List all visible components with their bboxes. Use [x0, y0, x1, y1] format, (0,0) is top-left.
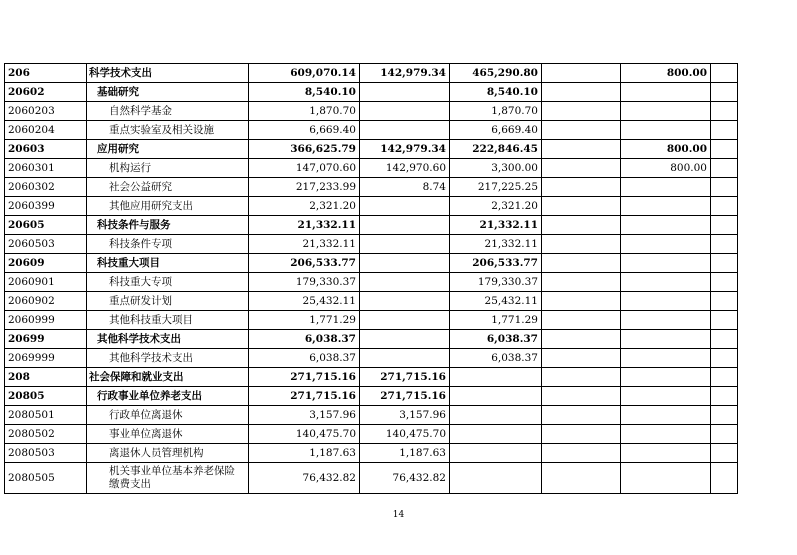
amount-cell: [711, 444, 738, 463]
amount-cell: [621, 368, 711, 387]
amount-cell: [711, 387, 738, 406]
amount-cell: [711, 140, 738, 159]
table-row: [5, 197, 738, 216]
subject-code-cell: 2060301: [5, 159, 87, 178]
amount-cell: [360, 102, 450, 121]
amount-cell: [542, 64, 621, 83]
amount-cell: [542, 83, 621, 102]
amount-cell: [621, 349, 711, 368]
table-row: [5, 330, 738, 349]
subject-code-cell: 208: [5, 368, 87, 387]
subject-code-cell: 2060302: [5, 178, 87, 197]
subject-code-cell: 20603: [5, 140, 87, 159]
amount-cell: [542, 273, 621, 292]
amount-cell: [542, 425, 621, 444]
amount-cell: [360, 292, 450, 311]
amount-cell: 271,715.16: [249, 387, 360, 406]
subject-code-cell: 206: [5, 64, 87, 83]
amount-cell: [542, 216, 621, 235]
amount-cell: 142,979.34: [360, 140, 450, 159]
amount-cell: 21,332.11: [249, 216, 360, 235]
subject-code-cell: 2080502: [5, 425, 87, 444]
table-row: [5, 216, 738, 235]
amount-cell: [711, 159, 738, 178]
amount-cell: [542, 178, 621, 197]
amount-cell: [711, 83, 738, 102]
table-row: [5, 121, 738, 140]
amount-cell: [360, 121, 450, 140]
amount-cell: [711, 311, 738, 330]
amount-cell: [711, 273, 738, 292]
amount-cell: [621, 387, 711, 406]
amount-cell: [621, 216, 711, 235]
amount-cell: 8,540.10: [450, 83, 542, 102]
amount-cell: 8,540.10: [249, 83, 360, 102]
amount-cell: 76,432.82: [360, 463, 450, 494]
table-row: [5, 254, 738, 273]
subject-code-cell: 2080503: [5, 444, 87, 463]
amount-cell: [542, 387, 621, 406]
amount-cell: 222,846.45: [450, 140, 542, 159]
amount-cell: [360, 349, 450, 368]
amount-cell: [621, 292, 711, 311]
amount-cell: [542, 254, 621, 273]
amount-cell: 21,332.11: [249, 235, 360, 254]
amount-cell: [621, 102, 711, 121]
table-row: [5, 406, 738, 425]
amount-cell: 25,432.11: [249, 292, 360, 311]
subject-name-cell: 机关事业单位基本养老保险缴费支出: [87, 463, 249, 494]
subject-code-cell: 2060399: [5, 197, 87, 216]
amount-cell: 206,533.77: [249, 254, 360, 273]
amount-cell: [542, 140, 621, 159]
amount-cell: [450, 444, 542, 463]
subject-name-cell: 重点研发计划: [87, 292, 249, 311]
amount-cell: [711, 178, 738, 197]
table-row: [5, 235, 738, 254]
amount-cell: 3,300.00: [450, 159, 542, 178]
amount-cell: [711, 121, 738, 140]
amount-cell: [542, 330, 621, 349]
amount-cell: [621, 83, 711, 102]
subject-name-cell: 社会保障和就业支出: [87, 368, 249, 387]
subject-name-cell: 应用研究: [87, 140, 249, 159]
amount-cell: [360, 311, 450, 330]
amount-cell: 3,157.96: [249, 406, 360, 425]
amount-cell: [542, 368, 621, 387]
amount-cell: 3,157.96: [360, 406, 450, 425]
amount-cell: 609,070.14: [249, 64, 360, 83]
table-row: [5, 178, 738, 197]
amount-cell: 1,771.29: [450, 311, 542, 330]
amount-cell: 21,332.11: [450, 235, 542, 254]
subject-code-cell: 2060503: [5, 235, 87, 254]
subject-name-cell: 科学技术支出: [87, 64, 249, 83]
amount-cell: [542, 197, 621, 216]
amount-cell: [621, 330, 711, 349]
amount-cell: 6,038.37: [249, 349, 360, 368]
amount-cell: 21,332.11: [450, 216, 542, 235]
amount-cell: [711, 406, 738, 425]
amount-cell: 2,321.20: [450, 197, 542, 216]
amount-cell: 6,669.40: [450, 121, 542, 140]
amount-cell: 6,669.40: [249, 121, 360, 140]
amount-cell: [360, 273, 450, 292]
table-row: [5, 273, 738, 292]
amount-cell: [450, 463, 542, 494]
amount-cell: 142,970.60: [360, 159, 450, 178]
subject-name-cell: 科技条件专项: [87, 235, 249, 254]
subject-name-cell: 科技重大专项: [87, 273, 249, 292]
amount-cell: 800.00: [621, 140, 711, 159]
amount-cell: 1,771.29: [249, 311, 360, 330]
amount-cell: [621, 444, 711, 463]
amount-cell: 25,432.11: [450, 292, 542, 311]
amount-cell: [711, 425, 738, 444]
amount-cell: [360, 216, 450, 235]
amount-cell: 8.74: [360, 178, 450, 197]
subject-name-cell: 社会公益研究: [87, 178, 249, 197]
amount-cell: 217,233.99: [249, 178, 360, 197]
amount-cell: [711, 349, 738, 368]
amount-cell: [542, 349, 621, 368]
amount-cell: [360, 197, 450, 216]
amount-cell: 271,715.16: [360, 387, 450, 406]
amount-cell: [621, 178, 711, 197]
amount-cell: [711, 368, 738, 387]
amount-cell: 76,432.82: [249, 463, 360, 494]
amount-cell: 1,187.63: [360, 444, 450, 463]
page-number: 14: [392, 510, 405, 520]
subject-name-cell: 重点实验室及相关设施: [87, 121, 249, 140]
amount-cell: [360, 235, 450, 254]
amount-cell: 6,038.37: [249, 330, 360, 349]
amount-cell: [542, 159, 621, 178]
amount-cell: 206,533.77: [450, 254, 542, 273]
amount-cell: 179,330.37: [450, 273, 542, 292]
subject-name-cell: 自然科学基金: [87, 102, 249, 121]
amount-cell: 6,038.37: [450, 349, 542, 368]
table-row: [5, 64, 738, 83]
amount-cell: 800.00: [621, 159, 711, 178]
amount-cell: 271,715.16: [360, 368, 450, 387]
table-row: [5, 463, 738, 494]
table-row: [5, 368, 738, 387]
amount-cell: 271,715.16: [249, 368, 360, 387]
subject-name-cell: 其他应用研究支出: [87, 197, 249, 216]
amount-cell: [621, 121, 711, 140]
table-row: [5, 387, 738, 406]
amount-cell: [542, 444, 621, 463]
subject-name-cell: 基础研究: [87, 83, 249, 102]
amount-cell: [711, 197, 738, 216]
subject-code-cell: 2060901: [5, 273, 87, 292]
amount-cell: 6,038.37: [450, 330, 542, 349]
amount-cell: [711, 64, 738, 83]
subject-code-cell: 2060203: [5, 102, 87, 121]
amount-cell: 1,870.70: [450, 102, 542, 121]
subject-code-cell: 2060902: [5, 292, 87, 311]
subject-code-cell: 20609: [5, 254, 87, 273]
amount-cell: 465,290.80: [450, 64, 542, 83]
subject-name-cell: 事业单位离退休: [87, 425, 249, 444]
amount-cell: [621, 311, 711, 330]
amount-cell: [450, 387, 542, 406]
amount-cell: 2,321.20: [249, 197, 360, 216]
amount-cell: 1,870.70: [249, 102, 360, 121]
amount-cell: [711, 463, 738, 494]
amount-cell: [711, 254, 738, 273]
amount-cell: [711, 330, 738, 349]
table-row: [5, 349, 738, 368]
amount-cell: [621, 425, 711, 444]
budget-table: [4, 63, 738, 494]
table-row: [5, 292, 738, 311]
amount-cell: 800.00: [621, 64, 711, 83]
table-row: [5, 311, 738, 330]
amount-cell: [450, 406, 542, 425]
amount-cell: [542, 311, 621, 330]
amount-cell: [542, 292, 621, 311]
amount-cell: 1,187.63: [249, 444, 360, 463]
amount-cell: 179,330.37: [249, 273, 360, 292]
table-row: [5, 159, 738, 178]
amount-cell: [450, 368, 542, 387]
amount-cell: [542, 121, 621, 140]
amount-cell: [360, 254, 450, 273]
amount-cell: [621, 197, 711, 216]
subject-name-cell: 离退休人员管理机构: [87, 444, 249, 463]
amount-cell: 140,475.70: [249, 425, 360, 444]
amount-cell: [621, 406, 711, 425]
amount-cell: [621, 254, 711, 273]
table-row: [5, 83, 738, 102]
table-row: [5, 444, 738, 463]
subject-name-cell: 行政事业单位养老支出: [87, 387, 249, 406]
subject-name-cell: 其他科学技术支出: [87, 330, 249, 349]
amount-cell: [542, 102, 621, 121]
subject-code-cell: 2069999: [5, 349, 87, 368]
amount-cell: [621, 235, 711, 254]
amount-cell: [621, 273, 711, 292]
subject-name-cell: 科技条件与服务: [87, 216, 249, 235]
amount-cell: 142,979.34: [360, 64, 450, 83]
subject-code-cell: 2060204: [5, 121, 87, 140]
subject-name-cell: 其他科学技术支出: [87, 349, 249, 368]
amount-cell: 140,475.70: [360, 425, 450, 444]
table-row: [5, 425, 738, 444]
table-row: [5, 102, 738, 121]
amount-cell: 217,225.25: [450, 178, 542, 197]
amount-cell: 147,070.60: [249, 159, 360, 178]
table-row: [5, 140, 738, 159]
amount-cell: [360, 83, 450, 102]
subject-code-cell: 20805: [5, 387, 87, 406]
subject-code-cell: 20602: [5, 83, 87, 102]
amount-cell: [542, 463, 621, 494]
subject-code-cell: 2080505: [5, 463, 87, 494]
amount-cell: [711, 216, 738, 235]
amount-cell: [621, 463, 711, 494]
subject-name-cell: 行政单位离退休: [87, 406, 249, 425]
subject-name-cell: 科技重大项目: [87, 254, 249, 273]
subject-code-cell: 20605: [5, 216, 87, 235]
amount-cell: [450, 425, 542, 444]
amount-cell: [542, 406, 621, 425]
subject-code-cell: 2080501: [5, 406, 87, 425]
amount-cell: [711, 102, 738, 121]
amount-cell: [711, 292, 738, 311]
amount-cell: [711, 235, 738, 254]
subject-code-cell: 2060999: [5, 311, 87, 330]
table-body: [5, 64, 738, 494]
amount-cell: [542, 235, 621, 254]
subject-name-cell: 机构运行: [87, 159, 249, 178]
subject-code-cell: 20699: [5, 330, 87, 349]
amount-cell: 366,625.79: [249, 140, 360, 159]
subject-name-cell: 其他科技重大项目: [87, 311, 249, 330]
amount-cell: [360, 330, 450, 349]
